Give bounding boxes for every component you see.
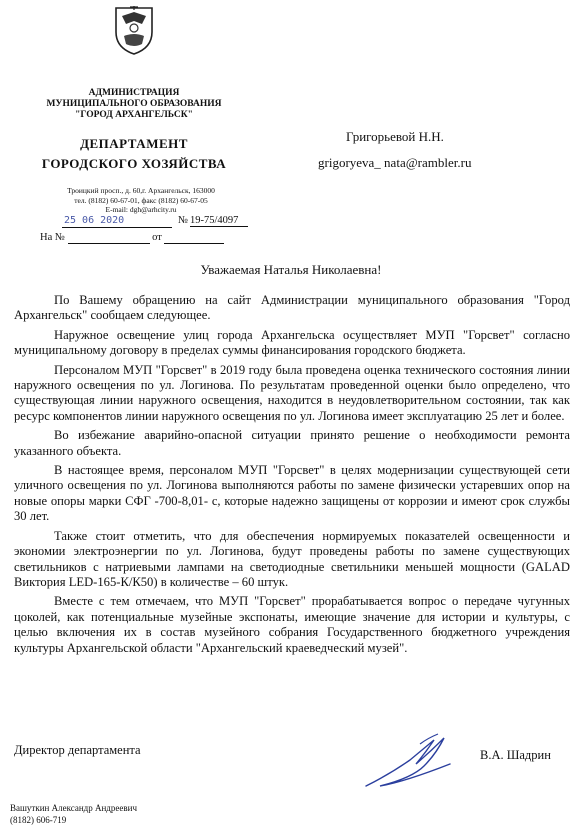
org-line-3: "ГОРОД АРХАНГЕЛЬСК" — [75, 110, 193, 120]
signatory-position: Директор департамента — [14, 743, 141, 757]
greeting: Уважаемая Наталья Николаевна! — [200, 262, 382, 277]
dept-line-1: ДЕПАРТАМЕНТ — [80, 136, 188, 151]
na-label: На № — [40, 232, 65, 243]
handwritten-signature — [360, 730, 455, 792]
executor-phone: (8182) 606-719 — [10, 815, 67, 825]
recipient-email: grigoryeva_ nata@rambler.ru — [318, 155, 472, 170]
address-line-1: Троицкий просп., д. 60,г. Архангельск, 163000 — [67, 186, 215, 195]
department-title — [20, 134, 248, 174]
paragraph-7: Вместе с тем отмечаем, что МУП "Горсвет" прорабатывается вопрос о передаче чугунных цоколей, как потенциальные музейные экспонаты, имеющие значение для истории и культуры, с целью включения их в состав музейного собрания Государственного бюджетного учреждения культуры Архангельской области "Архангельский краеведческий музей". — [14, 594, 570, 655]
address-line-2: тел. (8182) 60-67-01, факс (8182) 60-67-05 — [74, 195, 208, 205]
email-line: E-mail: dgh@arhcity.ru — [105, 205, 177, 214]
ot-blank — [164, 232, 224, 244]
date-underline — [62, 227, 172, 228]
reg-number: 19-75/4097 — [190, 215, 248, 227]
paragraph-5: В настоящее время, персоналом МУП "Горсвет" в целях модернизации существующей сети уличного освещения по ул. Логинова выполняются работы по замене физически устаревших опор на новые опоры марки СФГ -700-8,01- с, которые надежно защищены от коррозии и имеют срок службы 30 лет. — [14, 463, 570, 524]
dept-line-2: ГОРОДСКОГО ХОЗЯЙСТВА — [41, 156, 227, 171]
paragraph-1: По Вашему обращению на сайт Администрации муниципального образования "Город Архангельск" сообщаем следующее. — [14, 293, 570, 323]
reg-number-prefix: № — [178, 215, 189, 226]
paragraph-2: Наружное освещение улиц города Архангельска осуществляет МУП "Горсвет" согласно муниципальному договору в пределах суммы финансирования городского бюджета. — [14, 327, 570, 358]
org-line-2: МУНИЦИПАЛЬНОГО ОБРАЗОВАНИЯ — [46, 99, 222, 109]
paragraph-3: Персоналом МУП "Горсвет" в 2019 году была проведена оценка технического состояния линии наружного освещения по ул. Логинова. По результатам проведенной оценки было определено, что существующая линии наружного освещения, находится в неудовлетворительном состоянии, так как ресурс компонентов линии наружного освещения по ул. Логинова имеет эксплуатацию 25 лет и более. — [14, 362, 570, 423]
letter-body — [14, 293, 570, 660]
stamp-date: 25 06 2020 — [64, 215, 125, 226]
recipient-name: Григорьевой Н.Н. — [346, 129, 444, 144]
paragraph-4: Во избежание аварийно-опасной ситуации принято решение о необходимости ремонта указанного объекта. — [14, 428, 570, 458]
signatory-name: В.А. Шадрин — [480, 748, 551, 762]
ot-label: от — [152, 232, 162, 243]
organization-header — [20, 88, 248, 121]
coat-of-arms-emblem — [112, 4, 156, 56]
paragraph-6: Также стоит отметить, что для обеспечения нормируемых показателей освещенности и экономии электроэнергии по ул. Логинова, будут проведены работы по замене существующих светильников с натриевыми лампами на светодиодные светильники меньшей мощности (GALAD Виктория LED-165-К/К50) в количестве – 60 штук. — [14, 528, 570, 589]
executor-name: Вашуткин Александр Андреевич — [10, 803, 137, 813]
na-blank — [68, 232, 150, 244]
incoming-ref-row — [40, 232, 240, 244]
org-line-1: АДМИНИСТРАЦИЯ — [88, 88, 180, 98]
department-address — [36, 186, 246, 215]
registration-row — [62, 215, 242, 229]
